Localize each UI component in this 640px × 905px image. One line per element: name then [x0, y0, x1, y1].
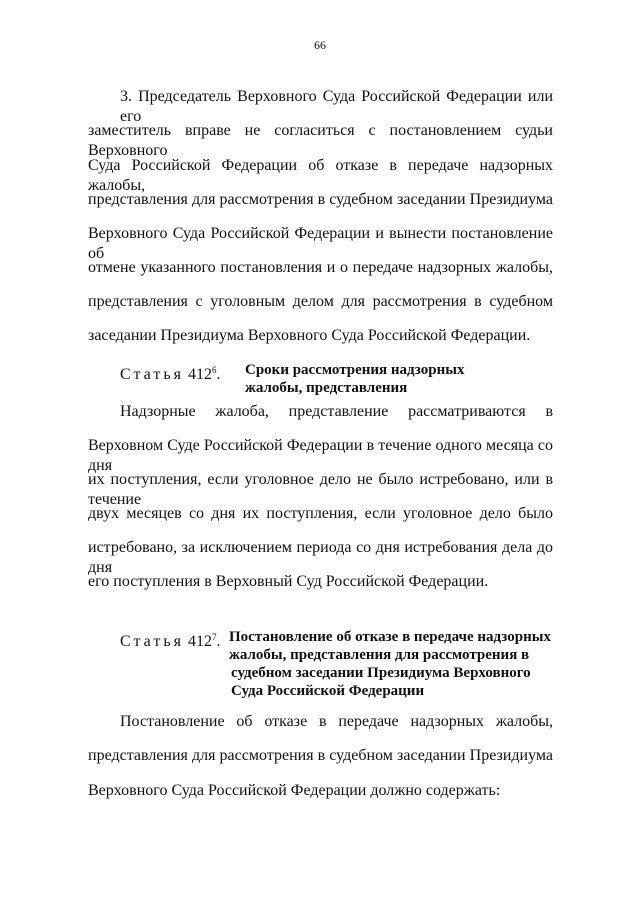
article-label [120, 627, 220, 652]
text-line: Верховного Суда Российской Федерации должно содержать: [88, 782, 501, 799]
text-line: заседании Президиума Верховного Суда Российской Федерации. [88, 327, 531, 344]
article-word: Статья [120, 366, 184, 383]
article-sup: 6 [211, 365, 217, 375]
text-line: 3. Председатель Верховного Суда Российской Федерации или его [120, 88, 553, 125]
text-line: представления с уголовным делом для рассмотрения в судебном [88, 293, 553, 310]
article-title-line: судебном заседании Президиума Верховного [231, 665, 531, 681]
text-line: представления для рассмотрения в судебном заседании Президиума [88, 747, 553, 764]
text-line: Верховном Суде Российской Федерации в течение одного месяца со дня [88, 437, 553, 474]
article-title-line: жалобы, представления для рассмотрения в [229, 647, 530, 663]
text-line: Надзорные жалоба, представление рассматриваются в [120, 403, 553, 420]
text-line: истребовано, за исключением периода со дня истребования дела до дня [88, 539, 553, 576]
article-title-line: жалобы, представления [245, 380, 408, 396]
article-dot: . [216, 633, 221, 650]
article-number: 412 [187, 366, 212, 383]
article-sup: 7 [211, 632, 217, 642]
text-line: двух месяцев со дня их поступления, если уголовное дело было [88, 505, 553, 522]
text-line: Постановление об отказе в передаче надзорных жалобы, [120, 713, 553, 730]
article-number: 412 [187, 633, 212, 650]
text-line: его поступления в Верховный Суд Российской Федерации. [88, 573, 489, 590]
article-title-line: Суда Российской Федерации [231, 683, 425, 699]
article-title-line: Сроки рассмотрения надзорных [245, 362, 465, 378]
text-line: Суда Российской Федерации об отказе в передаче надзорных жалобы, [88, 157, 553, 194]
article-dot: . [216, 366, 221, 383]
text-line: их поступления, если уголовное дело не было истребовано, или в течение [88, 471, 553, 508]
page-number: 66 [314, 38, 326, 52]
text-line: отмене указанного постановления и о передаче надзорных жалобы, [88, 259, 553, 276]
text-line: заместитель вправе не согласиться с постановлением судьи Верховного [88, 122, 553, 159]
text-line: представления для рассмотрения в судебном заседании Президиума [88, 191, 553, 208]
article-word: Статья [120, 633, 184, 650]
article-label [120, 360, 220, 385]
article-title-line: Постановление об отказе в передаче надзорных [229, 629, 551, 645]
text-line: Верховного Суда Российской Федерации и вынести постановление об [88, 225, 553, 262]
